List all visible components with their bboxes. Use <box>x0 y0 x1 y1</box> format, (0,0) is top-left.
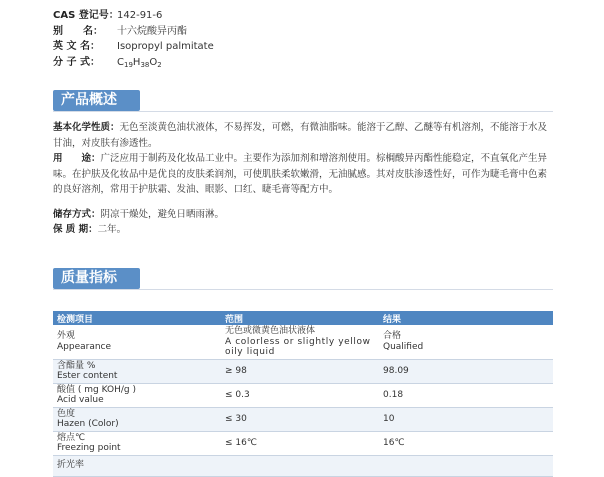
alias-value: 十六烷酸异丙酯 <box>117 26 187 37</box>
quality-section-title: 质量指标 <box>53 268 140 289</box>
range-cell <box>221 455 379 476</box>
alias-line <box>53 25 187 39</box>
english-name-value: Isopropyl palmitate <box>117 41 214 52</box>
item-cell: 含酯量 % Ester content <box>53 359 221 383</box>
table-row <box>53 359 553 383</box>
overview-divider <box>53 111 553 112</box>
usage-label: 用 途： <box>53 153 101 164</box>
cas-value: 142-91-6 <box>117 10 163 21</box>
item-cell: 外观 Appearance <box>53 325 221 359</box>
result-cell: 98.09 <box>379 359 553 383</box>
result-cell: 10 <box>379 407 553 431</box>
shelf-life-paragraph <box>53 222 548 238</box>
table-row <box>53 431 553 455</box>
range-cell: ≤ 30 <box>221 407 379 431</box>
table-row <box>53 383 553 407</box>
storage-label: 储存方式： <box>53 209 101 220</box>
basic-properties-label: 基本化学性质： <box>53 122 120 133</box>
alias-label: 别 名： <box>53 26 103 37</box>
storage-text: 阴凉干燥处，避免日晒雨淋。 <box>100 209 225 220</box>
quality-spec-table <box>53 311 553 477</box>
result-cell: 0.18 <box>379 383 553 407</box>
basic-properties-paragraph <box>53 120 548 151</box>
cas-label: CAS 登记号： <box>53 10 119 21</box>
range-cell: ≤ 0.3 <box>221 383 379 407</box>
basic-properties-text: 无色至淡黄色油状液体，不易挥发，可燃，有微油脂味。能溶于乙醇、乙醚等有机溶剂，不能溶于水及甘油，对皮肤有渗透性。 <box>53 122 548 149</box>
formula-value: $C_{19}H_{38}O_2$ <box>117 57 162 69</box>
usage-text: 广泛应用于制药及化妆品工业中。主要作为添加剂和增溶剂使用。棕榈酸异丙酯性能稳定，不直氧化产生异味。在护肤及化妆品中是优良的皮肤柔润剂，可使肌肤柔软嫩滑，无油腻感。其对皮肤渗透性好，可作为睫毛膏中色素的良好溶剂，常用于护肤霜、发油、眼影、口红、睫毛膏等配方中。 <box>53 153 548 195</box>
range-cell: 无色或微黄色油状液体 A colorless or slightly yellow oily liquid <box>221 325 379 359</box>
shelf-life-text: 二年。 <box>97 224 127 235</box>
table-row <box>53 455 553 476</box>
quality-divider <box>53 289 553 290</box>
header-item: 检测项目 <box>53 311 221 325</box>
table-row <box>53 407 553 431</box>
result-cell: 16℃ <box>379 431 553 455</box>
english-name-line <box>53 40 214 54</box>
header-range: 范围 <box>221 311 379 325</box>
result-cell: 合格 Qualified <box>379 325 553 359</box>
item-cell: 酸值 ( mg KOH/g ) Acid value <box>53 383 221 407</box>
overview-section-title: 产品概述 <box>53 90 140 111</box>
header-result: 结果 <box>379 311 553 325</box>
storage-paragraph <box>53 207 548 223</box>
shelf-life-label: 保 质 期： <box>53 224 98 235</box>
item-cell: 色度 Hazen (Color) <box>53 407 221 431</box>
table-header-row <box>53 311 553 325</box>
range-cell: ≥ 98 <box>221 359 379 383</box>
formula-label: 分 子 式： <box>53 57 100 68</box>
english-name-label: 英 文 名： <box>53 41 100 52</box>
table-row <box>53 325 553 359</box>
result-cell <box>379 455 553 476</box>
formula-line <box>53 56 162 72</box>
usage-paragraph <box>53 151 548 198</box>
item-cell: 折光率 <box>53 455 221 476</box>
cas-number-line <box>53 9 162 23</box>
item-cell: 熔点℃ Freezing point <box>53 431 221 455</box>
range-cell: ≤ 16℃ <box>221 431 379 455</box>
